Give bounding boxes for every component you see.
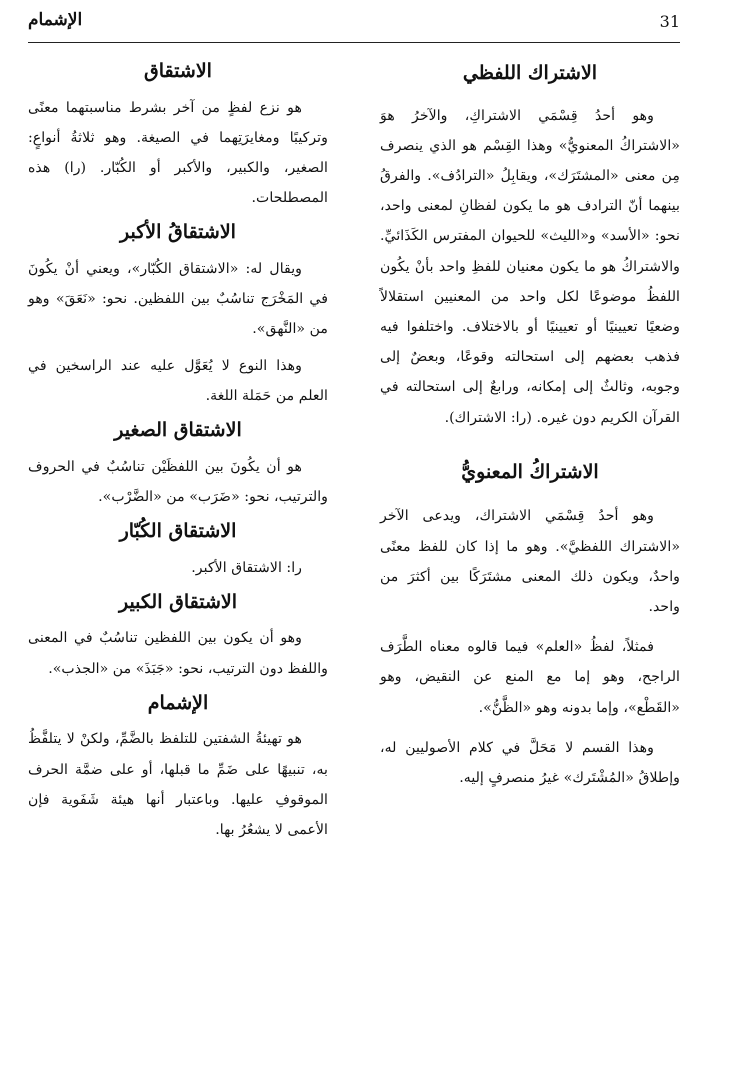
entry-heading: الاشتقاق الصغير (114, 419, 242, 442)
entry-body: وهو أن يكون بين اللفظين تناسُبٌ في المعنى واللفظ دون الترتيب، نحو: «جَبَذَ» من «الجذب». (28, 630, 328, 677)
running-head: الإشمام (28, 10, 83, 30)
entry-heading: الاشتراكُ المعنويُّ (461, 460, 599, 483)
entry-body: وهذا القسم لا مَحَلَّ في كلام الأصوليين له، وإطلاقُ «المُشْتَرك» غيرُ منصرفٍ إليه. (380, 739, 680, 787)
page-number: 31 (659, 12, 680, 31)
entry-heading: الاشتقاق الكُبّار (119, 520, 237, 543)
left-column (28, 54, 328, 851)
entry-body: وهو أحدُ قِسْمَي الاشتراكِ، والآخرُ هوَ «الاشتراكُ المعنويُّ» وهذا القِسْم هو الذي ينصرف مِن معنى «المشتَرَك»، ويقابِلُ «الترادُف». والفرقُ بينهما أنّ الترادف هو ما يكون لفظانِ لمعنى واحد، نحو: «الأسد» و«الليث» للحيوان المفترس الكَذَائيِّ. والاشتراكُ هو ما يكون معنيان للفظِ واحد بأنْ يكُون اللفظُ موضوعًا لكل واحد من المعنيين استقلالاً وضعيًا تعيينيًا أو تعيينيًا أو بالاختلاف. واختلفوا فيه فذهب بعضهم إلى استحالته وقوعًا، وبعضٌ إلى وجوبه، وثالثٌ إلى إمكانه، ورابعٌ إلى استحالته في القرآن الكريم دون غيره. (را: الاشتراك). (380, 107, 680, 426)
entry-body: فمثلاً، لفظُ «العلم» فيما قالوه معناه الطَّرَف الراجح، وهو إما مع المنع عن النقيض، وهو «القَطْع»، وإما بدونه وهو «الظَّنُّ». (380, 639, 680, 716)
right-column (380, 54, 680, 803)
entry-body: وهو أحدُ قِسْمَي الاشتراك، ويدعى الآخر «الاشتراك اللفظيَّ». وهو ما إذا كان للفظ معنًى واحدٌ، ويكون ذلك المعنى مشتَرَكًا بين أكثرَ من واحد. (380, 508, 680, 616)
entry-heading: الإشمام (147, 691, 209, 714)
entry-body: هو أن يكُونَ بين اللفظَيْن تناسُبٌ في الحروف والترتيب، نحو: «ضَرَب» من «الضَّرْب». (28, 458, 328, 505)
entry-heading: الاشتقاقُ الأكبر (120, 221, 236, 244)
header-rule (28, 42, 680, 43)
page-header (28, 8, 680, 38)
entry-body: وهذا النوع لا يُعَوَّل عليه عند الراسخين في العلم من حَمَلة اللغة. (28, 357, 328, 404)
entry-body: هو نزع لفظٍ من آخر بشرط مناسبتهما معنًى وتركيبًا ومغايرَتِهما في الصيغة. وهو ثلاثةُ أنواعٍ: الصغير، والكبير، والأكبر أو الكُبّار. (را) هذه المصطلحات. (28, 99, 328, 207)
entry-body: را: الاشتقاق الأكبر. (191, 559, 302, 576)
entry-body: ويقال له: «الاشتقاق الكُبّار»، ويعني أنْ يكُونَ في المَخْرَج تناسُبٌ بين اللفظين. نحو: «نَعَقَ» وهو من «النَّهق». (28, 261, 328, 338)
entry-heading: الاشتقاق (144, 60, 212, 82)
entry-body: هو تهيئةُ الشفتين للتلفظ بالضَّمِّ، ولكنْ لا يتلفَّظُ به، تنبيهًا على ضَمِّ ما قبلها، أو على ضمَّة الحرف الموقوفِ عليها. وباعتبار أنها هيئة شَفَوية فإن الأعمى لا يشعُرُ بها. (28, 731, 328, 839)
entry-heading: الاشتقاق الكبير (118, 590, 238, 613)
entry-heading: الاشتراك اللفظي (462, 62, 598, 84)
